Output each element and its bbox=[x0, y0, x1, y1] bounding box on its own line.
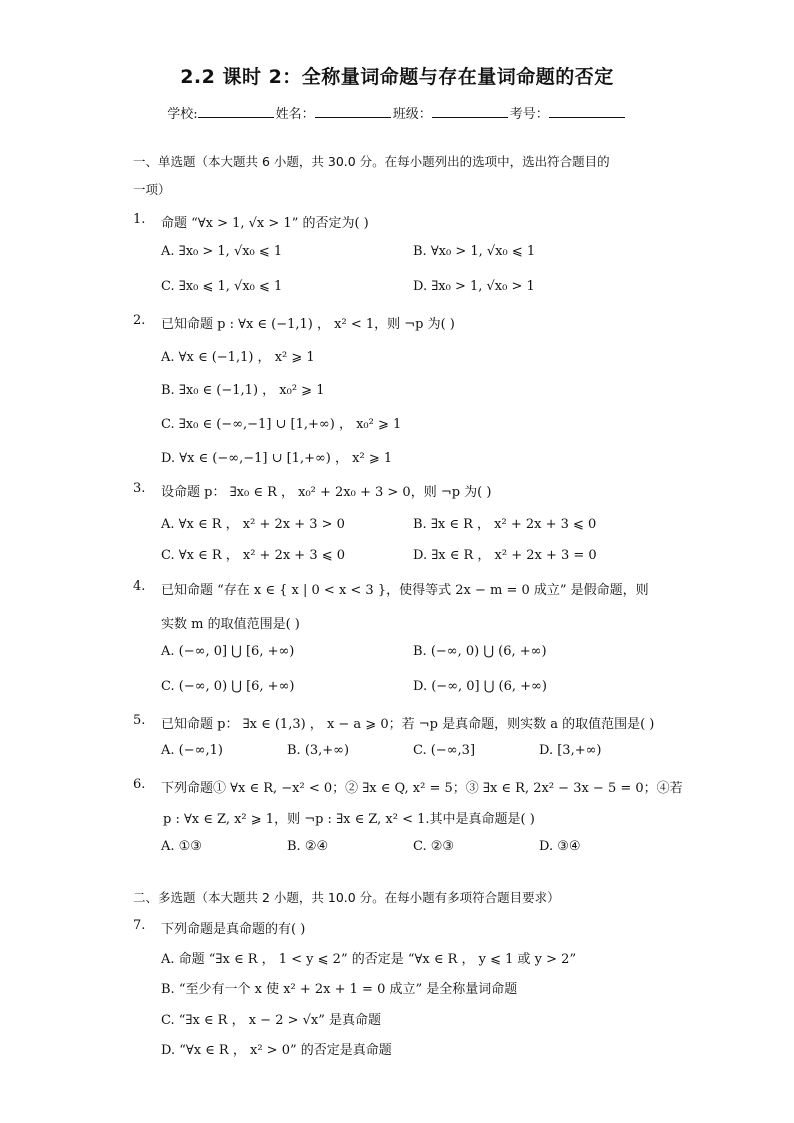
question-number: 3. bbox=[133, 481, 146, 496]
option-b[interactable]: B. ∃x ∈ R ， x² + 2x + 3 ⩽ 0 bbox=[413, 517, 597, 532]
question-stem-line2: 实数 m 的取值范围是( ) bbox=[161, 617, 300, 632]
question-stem: 命题 “∀x > 1, √x > 1” 的否定为( ) bbox=[161, 216, 369, 231]
option-a[interactable]: A. ∃x₀ > 1, √x₀ ⩽ 1 bbox=[161, 244, 283, 259]
option-b[interactable]: B. ∃x₀ ∈ (−1,1) ， x₀² ⩾ 1 bbox=[161, 383, 325, 398]
question-stem: 已知命题 p： ∃x ∈ (1,3) ， x − a ⩾ 0；若 ¬p 是真命题，则实数 a 的取值范围是( ) bbox=[161, 717, 655, 732]
option-a[interactable]: A. ∀x ∈ (−1,1) ， x² ⩾ 1 bbox=[161, 350, 315, 365]
student-info-line bbox=[0, 103, 794, 122]
option-c[interactable]: C. “∃x ∈ R ， x − 2 > √x” 是真命题 bbox=[161, 1013, 382, 1028]
question-number: 5. bbox=[133, 713, 146, 728]
option-a[interactable]: A. (−∞, 0] ⋃ [6, +∞) bbox=[161, 644, 295, 659]
question-stem: 下列命题① ∀x ∈ R, −x² < 0；② ∃x ∈ Q, x² = 5；③ ∃x ∈ R, 2x² − 3x − 5 = 0；④若 bbox=[161, 781, 683, 796]
class-blank[interactable] bbox=[432, 105, 508, 118]
option-b[interactable]: B. ②④ bbox=[287, 839, 329, 854]
option-b[interactable]: B. (3,+∞) bbox=[287, 743, 350, 758]
exam-number-label: 考号： bbox=[509, 107, 549, 122]
option-d[interactable]: D. (−∞, 0] ⋃ (6, +∞) bbox=[413, 679, 547, 694]
option-c[interactable]: C. ∃x₀ ∈ (−∞,−1] ∪ [1,+∞) ， x₀² ⩾ 1 bbox=[161, 417, 402, 432]
option-d[interactable]: D. “∀x ∈ R ， x² > 0” 的否定是真命题 bbox=[161, 1043, 392, 1058]
section-heading-line: 二、多选题（本大题共 2 小题，共 10.0 分。在每小题有多项符合题目要求） bbox=[133, 890, 560, 905]
option-b[interactable]: B. ∀x₀ > 1, √x₀ ⩽ 1 bbox=[413, 244, 536, 259]
option-d[interactable]: D. ∃x₀ > 1, √x₀ > 1 bbox=[413, 279, 535, 294]
option-c[interactable]: C. (−∞, 0) ⋃ [6, +∞) bbox=[161, 679, 295, 694]
name-label: 姓名： bbox=[275, 107, 315, 122]
question-stem-line2: p : ∀x ∈ Z, x² ⩾ 1，则 ¬p : ∃x ∈ Z, x² < 1.其中是真命题是( ) bbox=[163, 812, 535, 827]
option-a[interactable]: A. ∀x ∈ R ， x² + 2x + 3 > 0 bbox=[161, 517, 345, 532]
option-c[interactable]: C. ∃x₀ ⩽ 1, √x₀ ⩽ 1 bbox=[161, 279, 283, 294]
question-number: 6. bbox=[133, 777, 146, 792]
school-blank[interactable] bbox=[198, 105, 274, 118]
question-number: 4. bbox=[133, 579, 146, 594]
option-d[interactable]: D. ∃x ∈ R ， x² + 2x + 3 = 0 bbox=[413, 548, 597, 563]
option-a[interactable]: A. 命题 “∃x ∈ R ， 1 < y ⩽ 2” 的否定是 “∀x ∈ R ， y ⩽ 1 或 y > 2” bbox=[161, 952, 577, 967]
section-heading-line: 一项） bbox=[133, 182, 171, 197]
option-c[interactable]: C. ∀x ∈ R ， x² + 2x + 3 ⩽ 0 bbox=[161, 548, 346, 563]
page-title: 2.2 课时 2：全称量词命题与存在量词命题的否定 bbox=[180, 66, 614, 88]
option-b[interactable]: B. (−∞, 0) ⋃ (6, +∞) bbox=[413, 644, 547, 659]
school-label: 学校: bbox=[167, 107, 198, 122]
section-heading-multiple-choice bbox=[133, 884, 673, 912]
exam-number-blank[interactable] bbox=[549, 105, 625, 118]
question-stem: 设命题 p： ∃x₀ ∈ R ， x₀² + 2x₀ + 3 > 0，则 ¬p 为( ) bbox=[161, 485, 492, 500]
question-stem: 已知命题 p : ∀x ∈ (−1,1) ， x² < 1，则 ¬p 为( ) bbox=[161, 317, 455, 332]
name-blank[interactable] bbox=[315, 105, 391, 118]
question-number: 7. bbox=[133, 918, 146, 933]
question-stem: 已知命题 “存在 x ∈ { x | 0 < x < 3 }，使得等式 2x − m = 0 成立” 是假命题，则 bbox=[161, 583, 649, 598]
option-d[interactable]: D. ③④ bbox=[539, 839, 581, 854]
option-a[interactable]: A. ①③ bbox=[161, 839, 202, 854]
section-heading-single-choice bbox=[133, 148, 673, 204]
class-label: 班级： bbox=[392, 107, 432, 122]
option-d[interactable]: D. [3,+∞) bbox=[539, 743, 602, 758]
question-stem: 下列命题是真命题的有( ) bbox=[161, 922, 306, 937]
option-b[interactable]: B. “至少有一个 x 使 x² + 2x + 1 = 0 成立” 是全称量词命题 bbox=[161, 982, 518, 997]
question-number: 1. bbox=[133, 212, 146, 227]
option-a[interactable]: A. (−∞,1) bbox=[161, 743, 223, 758]
question-number: 2. bbox=[133, 313, 146, 328]
option-c[interactable]: C. (−∞,3] bbox=[413, 743, 476, 758]
option-c[interactable]: C. ②③ bbox=[413, 839, 455, 854]
section-heading-line: 一、单选题（本大题共 6 小题，共 30.0 分。在每小题列出的选项中，选出符合题目的 bbox=[133, 154, 610, 169]
option-d[interactable]: D. ∀x ∈ (−∞,−1] ∪ [1,+∞) ， x² ⩾ 1 bbox=[161, 451, 393, 466]
